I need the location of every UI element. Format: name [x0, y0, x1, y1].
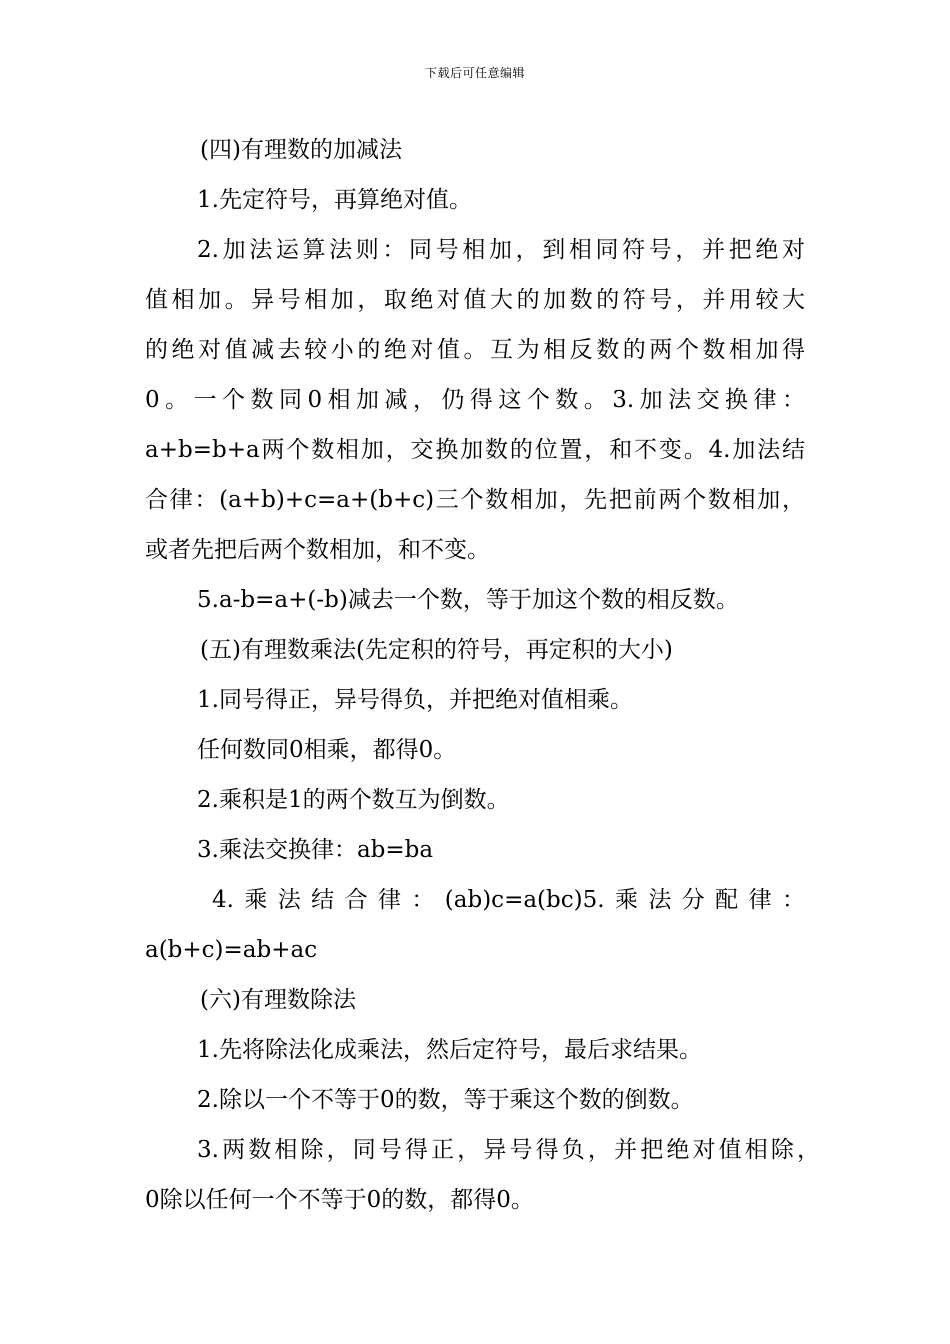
- text-line: 3.乘法交换律：ab=ba: [197, 837, 434, 863]
- text-line: 3.两数相除，同号得正，异号得负，并把绝对值相除，: [197, 1137, 820, 1163]
- text-line: 1.先将除法化成乘法，然后定符号，最后求结果。: [197, 1037, 702, 1063]
- text-line: 2.乘积是1的两个数互为倒数。: [197, 787, 510, 813]
- text-line: 的绝对值减去较小的绝对值。互为相反数的两个数相加得: [145, 337, 805, 363]
- text-line: a(b+c)=ab+ac: [145, 937, 318, 963]
- text-line: 1.先定符号，再算绝对值。: [197, 187, 472, 213]
- page-header: 下载后可任意编辑: [424, 66, 525, 80]
- section-heading-6: (六)有理数除法: [200, 987, 356, 1013]
- text-line: 合律：(a+b)+c=a+(b+c)三个数相加，先把前两个数相加，: [145, 487, 805, 513]
- text-line: 任何数同0相乘，都得0。: [197, 737, 457, 763]
- text-line: 5.a-b=a+(-b)减去一个数，等于加这个数的相反数。: [197, 587, 739, 613]
- text-line: 1.同号得正，异号得负，并把绝对值相乘。: [197, 687, 633, 713]
- text-line: a+b=b+a两个数相加，交换加数的位置，和不变。4.加法结: [145, 437, 805, 463]
- text-line: 2.加法运算法则：同号相加，到相同符号，并把绝对: [197, 237, 805, 263]
- section-heading-5: (五)有理数乘法(先定积的符号，再定积的大小): [200, 637, 673, 663]
- section-heading-4: (四)有理数的加减法: [200, 137, 402, 163]
- text-line: 4.乘法结合律：(ab)c=a(bc)5.乘法分配律：: [212, 887, 805, 913]
- text-line: 0。一个数同0相加减，仍得这个数。3.加法交换律：: [145, 387, 805, 413]
- text-line: 或者先把后两个数相加，和不变。: [145, 537, 490, 563]
- text-line: 2.除以一个不等于0的数，等于乘这个数的倒数。: [197, 1087, 694, 1113]
- text-line: 值相加。异号相加，取绝对值大的加数的符号，并用较大: [145, 287, 805, 313]
- text-line: 0除以任何一个不等于0的数，都得0。: [145, 1187, 534, 1213]
